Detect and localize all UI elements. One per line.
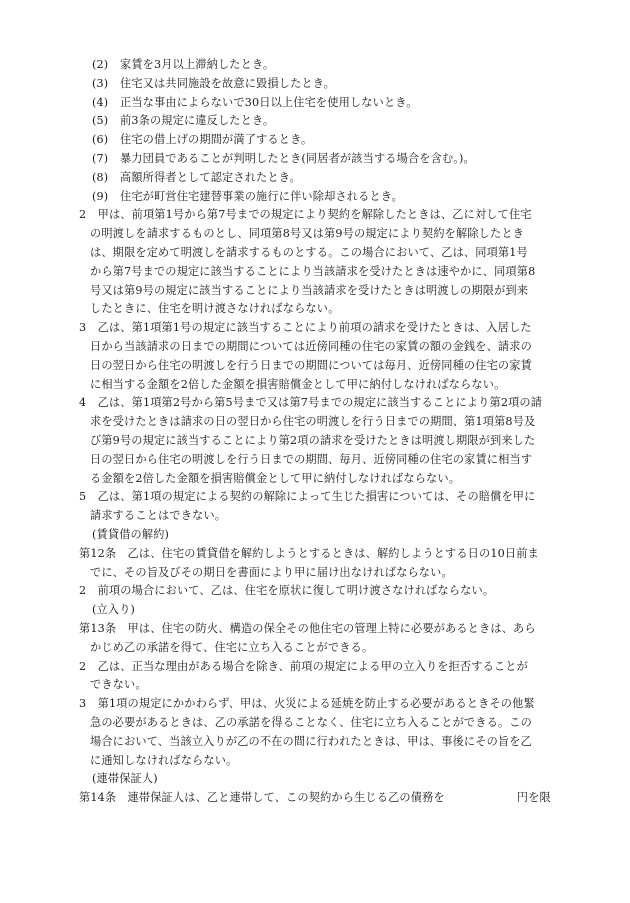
text-line: 日の翌日から住宅の明渡しを行う日までの期間、毎月、近傍同種の住宅の家賃に相当す [90,452,533,466]
article-11-paragraph-3 [79,319,532,394]
article-13-paragraph-1 [79,620,536,658]
item-number: (7) [92,152,109,165]
text-line: 2 甲は、前項第1号から第7号までの規定により契約を解除したときは、乙に対して住宅 [79,208,532,222]
text-fragment: 第14条 連帯保証人は、乙と連帯して、この契約から生じる乙の債務を [79,791,445,805]
text-line: 求を受けたときは請求の日の翌日から住宅の明渡しを行う日までの期間、第1項第8号及 [90,415,536,429]
article-12-caption [92,526,169,545]
item-text: 高額所得者として認定されたとき。 [120,170,301,184]
text-line: したときに、住宅を明け渡さなければならない。 [90,302,340,316]
item-number: (2) [92,58,109,71]
text-line: 3 乙は、第1項第1号の規定に該当することにより前項の請求を受けたときは、入居した [79,321,532,335]
article-11-paragraph-2 [79,206,535,319]
text-line: から第7号までの規定に該当することにより当該請求を受けたときは速やかに、同項第8 [90,264,536,278]
text-line: 第13条 甲は、住宅の防火、構造の保全その他住宅の管理上特に必要があるときは、あら [79,622,536,635]
text-line: に通知しなければならない。 [90,753,238,767]
article-12-paragraph-1 [79,545,539,583]
article-11-paragraph-4 [79,394,542,488]
item-text: 前3条の規定に違反したとき。 [120,114,275,128]
text-line: 請求することはできない。 [90,509,227,523]
caption-text: (連帯保証人) [92,772,158,786]
article-14-caption [92,770,158,789]
text-line: 2 前項の場合において、乙は、住宅を原状に復して明け渡さなければならない。 [79,584,495,598]
text-fragment: 円を限 [516,791,551,805]
item-text: 家賃を3月以上滞納したとき。 [120,58,275,71]
item-number: (6) [92,133,109,147]
item-text: 住宅の借上げの期間が満了するとき。 [120,133,313,147]
text-line [79,791,551,804]
item-number: (3) [92,76,109,90]
item-number: (4) [92,95,109,109]
caption-text: (賃貸借の解約) [92,528,170,541]
text-line: 5 乙は、第1項の規定による契約の解除によって生じた損害については、その賠償を甲に [79,490,536,504]
text-line: 場合において、当該立入りが乙の不在の間に行われたときは、甲は、事後にその旨を乙 [90,734,532,748]
text-line: に相当する金額を2倍した金額を損害賠償金として甲に納付しなければならない。 [90,377,506,391]
text-line: の明渡しを請求するものとし、同項第8号又は第9号の規定により契約を解除したとき [90,227,525,241]
item-text: 住宅又は共同施設を故意に毀損したとき。 [120,76,335,90]
item-text: 正当な事由によらないで30日以上住宅を使用しないとき。 [120,95,418,109]
article-14-paragraph-1 [79,789,551,808]
item-text: 住宅が町営住宅建替事業の施行に伴い除却されるとき。 [120,189,403,203]
item-number: (9) [92,189,109,203]
text-line: 日から当該請求の日までの期間については近傍同種の住宅の家賃の額の金銭を、請求の [90,339,532,353]
text-line: は、期限を定めて明渡しを請求するものとする。この場合において、乙は、同項第1号 [90,245,528,259]
text-line: び第9号の規定に該当することにより第2項の請求を受けたときは明渡し期限が到来した [90,433,536,447]
article-13-paragraph-3 [79,695,535,770]
text-line: 急の必要があるときは、乙の承諾を得ることなく、住宅に立ち入ることができる。この [90,715,532,729]
article-13-paragraph-2 [79,658,528,696]
text-line: る金額を2倍した金額を損害賠償金として甲に納付しなければならない。 [90,471,461,485]
text-line: 4 乙は、第1項第2号から第5号まで又は第7号までの規定に該当することにより第2項の請 [79,396,543,410]
article-12-paragraph-2 [79,582,494,601]
item-number: (8) [92,170,109,184]
text-line: 第12条 乙は、住宅の賃貸借を解約しようとするときは、解約しようとする日の10日前ま [79,546,539,560]
text-line: でに、その旨及びその期日を書面により甲に届け出なければならない。 [90,565,453,579]
caption-text: (立入り) [92,603,136,617]
text-line: できない。 [90,678,147,692]
article-13-caption [92,601,135,620]
text-line: 日の翌日から住宅の明渡しを行う日までの期間については毎月、近傍同種の住宅の家賃 [90,358,532,372]
item-number: (5) [92,114,109,128]
text-line: 2 乙は、正当な理由がある場合を除き、前項の規定による甲の立入りを拒否することが [79,659,528,673]
article-11-paragraph-5 [79,488,535,526]
text-line: かじめ乙の承諾を得て、住宅に立ち入ることができる。 [90,640,374,654]
item-text: 暴力団員であることが判明したとき(同居者が該当する場合を含む。)。 [120,152,475,165]
text-line: 号又は第9号の規定に該当することにより当該請求を受けたときは明渡しの期限が到来 [90,283,529,297]
text-line: 3 第1項の規定にかかわらず、甲は、火災による延焼を防止する必要があるときその他緊 [79,697,535,711]
